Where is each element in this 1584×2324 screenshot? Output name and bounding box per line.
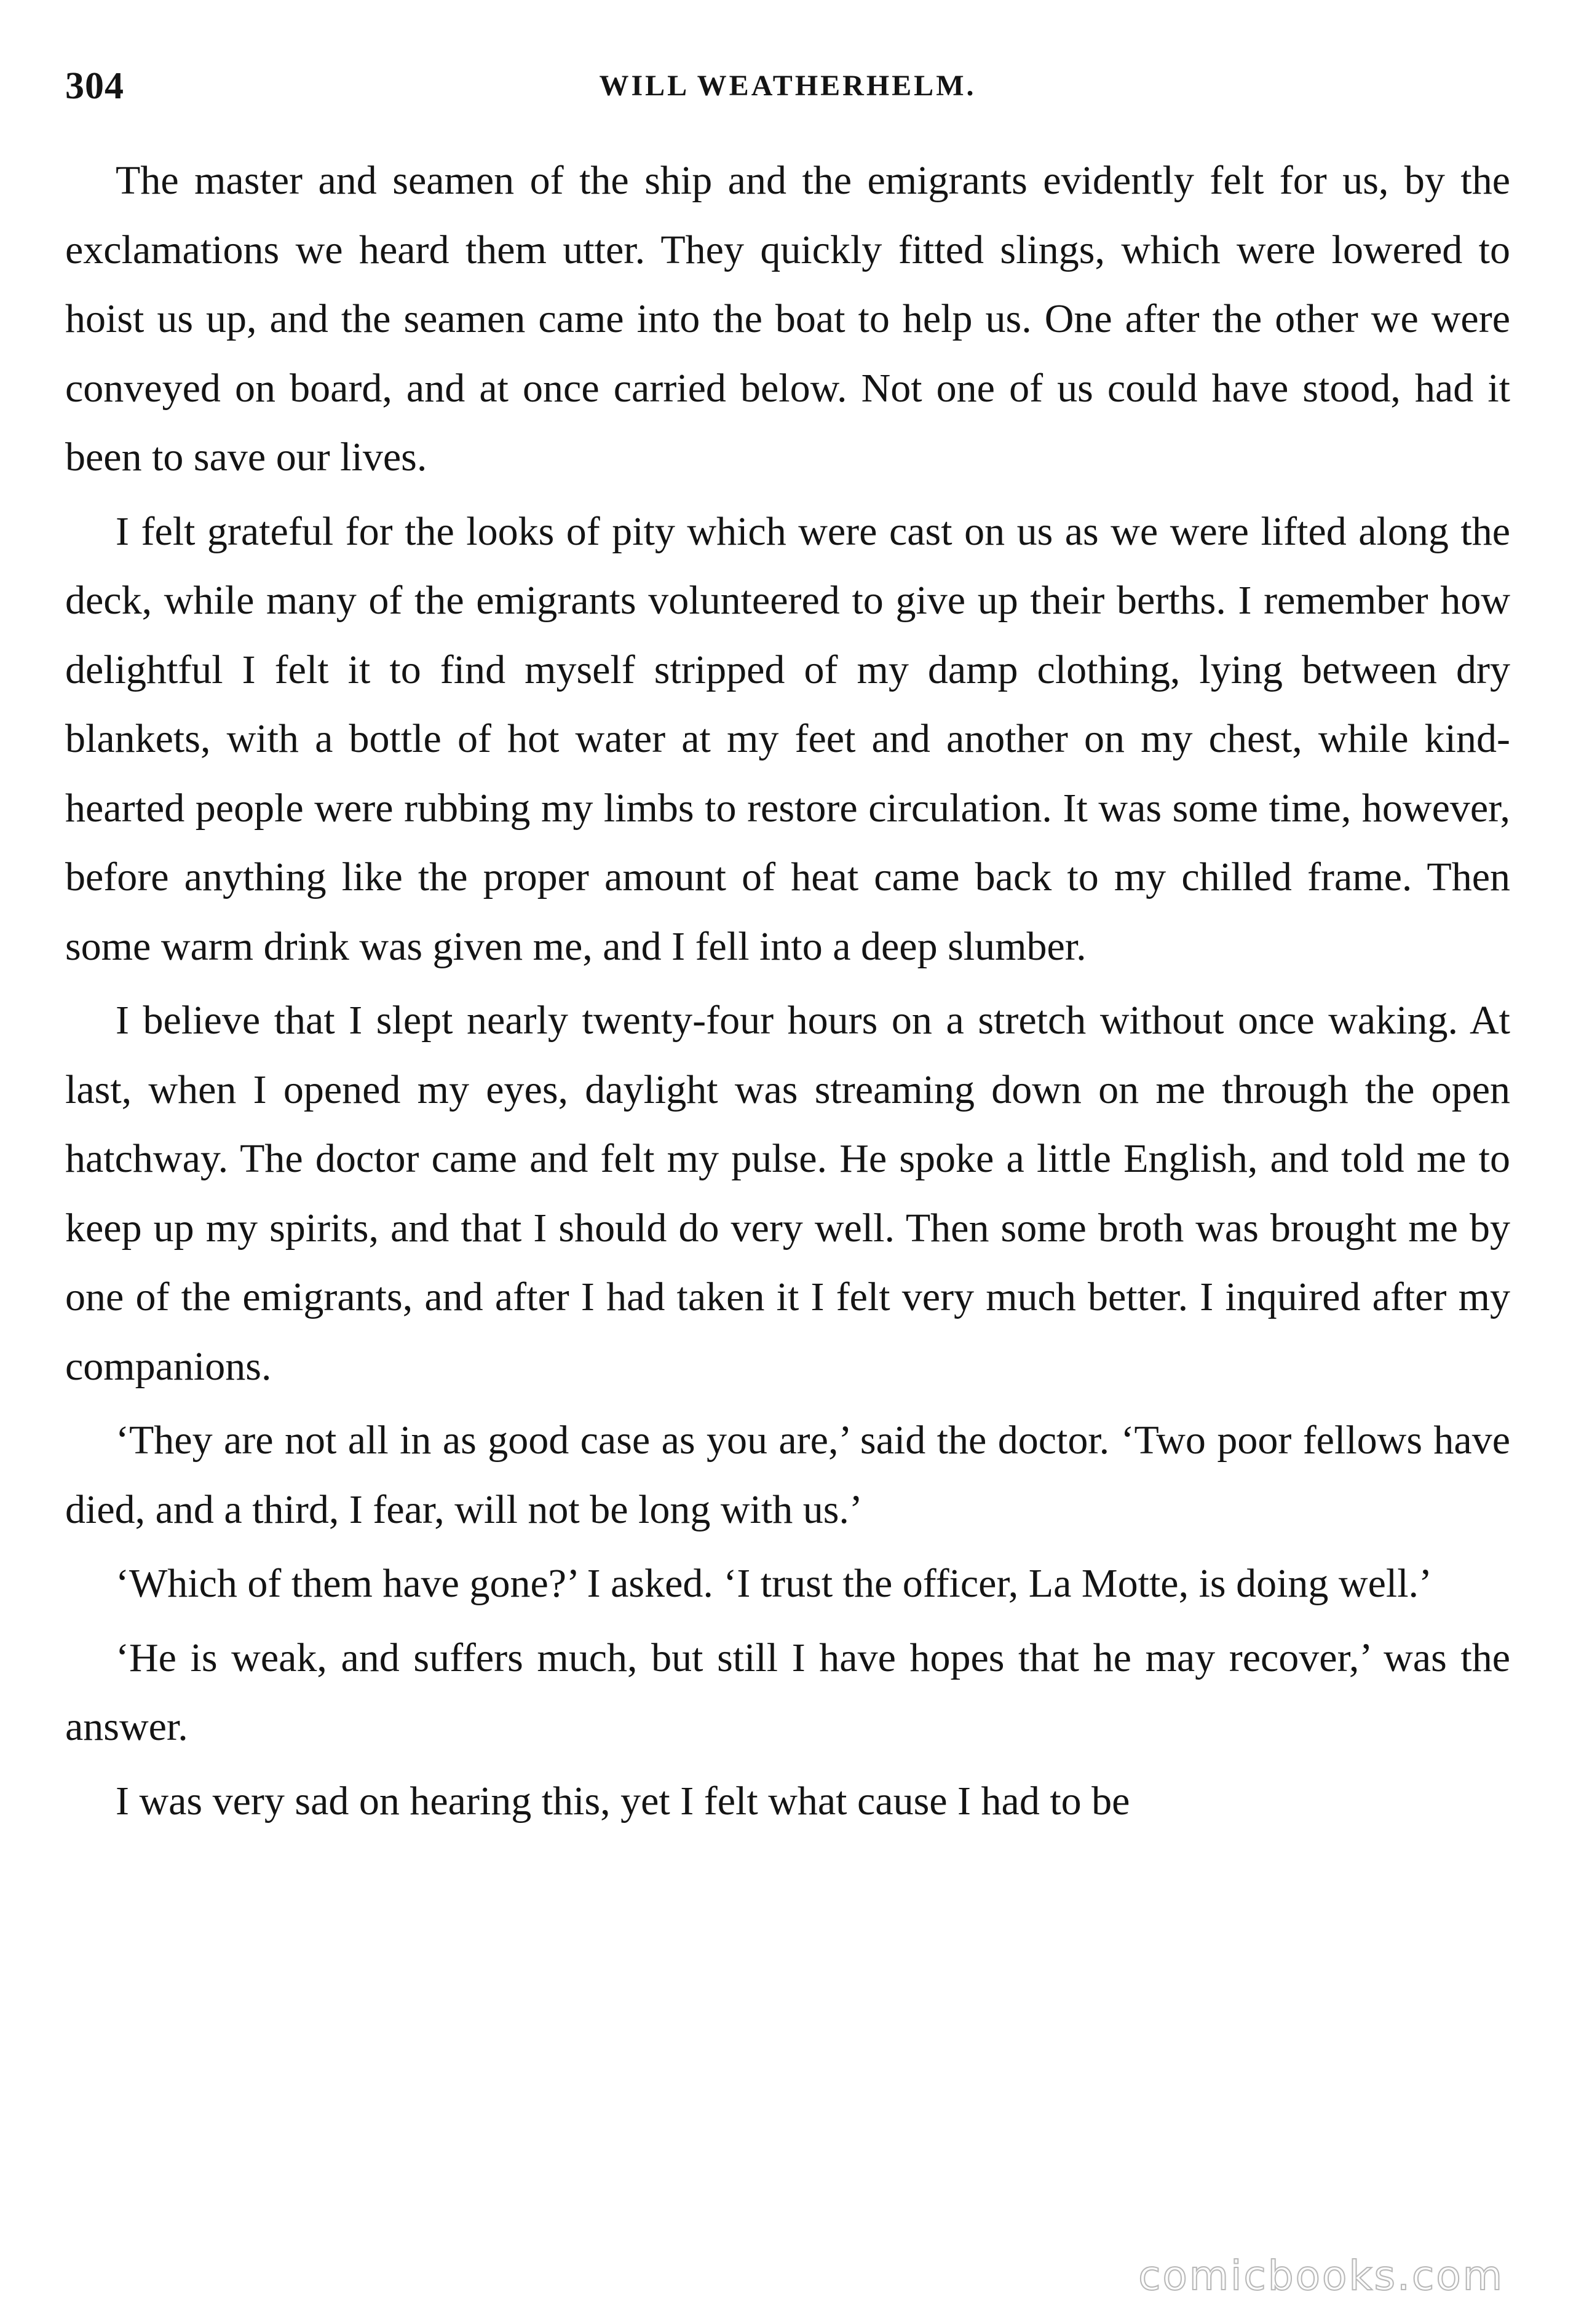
watermark: comicbooks.com xyxy=(1138,2252,1504,2299)
paragraph: The master and seamen of the ship and the emigrants evidently felt for us, by the exclamations we heard them utter. They quickly fitted slings, which were lowered to hoist us up, and the seamen came into the boat to help us. One after the other we were conveyed on board, and at once carried below. Not one of us could have stood, had it been to save our lives. xyxy=(65,158,1510,480)
paragraph-continued: I was very sad on hearing this, yet I felt what cause I had to be xyxy=(116,1778,1130,1824)
paragraph: I felt grateful for the looks of pity which were cast on us as we were lifted along the deck, while many of the emigrants volunteered to give up their berths. I remember how delightful I felt it to find myself stripped of my damp clothing, lying between dry blankets, with a bottle of hot water at my feet and another on my chest, while kind-hearted people were rubbing my limbs to restore circulation. It was some time, however, before anything like the proper amount of heat came back to my chilled frame. Then some warm drink was given me, and I fell into a deep slumber. xyxy=(65,508,1510,969)
page-header xyxy=(65,61,1510,111)
body-text xyxy=(65,146,1510,1836)
paragraph: ‘Which of them have gone?’ I asked. ‘I trust the officer, La Motte, is doing well.’ xyxy=(116,1561,1433,1606)
page-number: 304 xyxy=(65,65,124,107)
paragraph: ‘He is weak, and suffers much, but still I have hopes that he may recover,’ was the answer. xyxy=(65,1635,1510,1749)
paragraph: I believe that I slept nearly twenty-four hours on a stretch without once waking. At last, when I opened my eyes, daylight was streaming down on me through the open hatchway. The doctor came and felt my pulse. He spoke a little English, and told me to keep up my spirits, and that I should do very well. Then some broth was brought me by one of the emigrants, and after I had taken it I felt very much better. I inquired after my companions. xyxy=(65,998,1510,1389)
paragraph: ‘They are not all in as good case as you are,’ said the doctor. ‘Two poor fellows have died, and a third, I fear, will not be long with us.’ xyxy=(65,1418,1510,1532)
running-title: WILL WEATHERHELM. xyxy=(599,69,976,102)
